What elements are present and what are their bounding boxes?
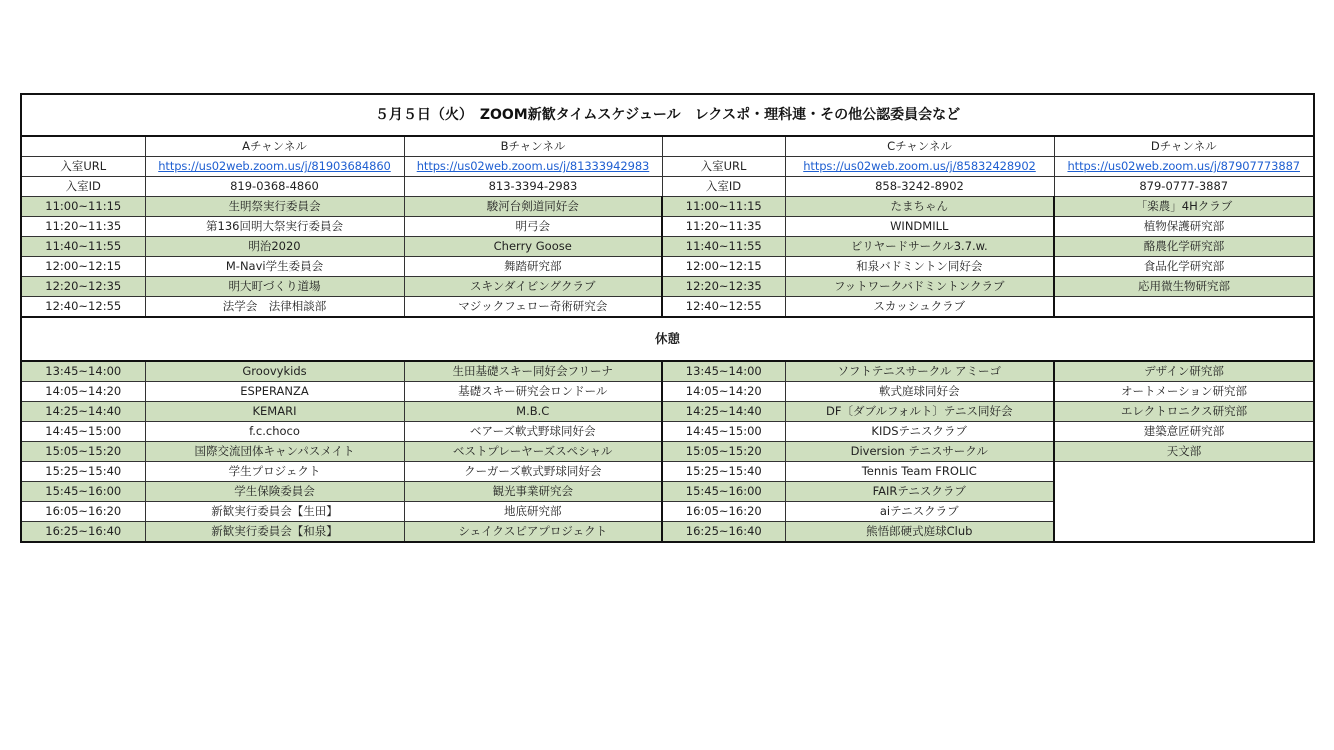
time-slot: 16:25~16:40 [662, 522, 785, 543]
schedule-row [21, 237, 1314, 257]
header-blank [662, 136, 785, 157]
channel-a-group: 法学会 法律相談部 [145, 297, 404, 318]
schedule-row [21, 402, 1314, 422]
channel-a-group: f.c.choco [145, 422, 404, 442]
channel-a-group: 国際交流団体キャンパスメイト [145, 442, 404, 462]
empty-slot [1054, 462, 1314, 543]
channel-d-group: 「楽農」4Hクラブ [1054, 197, 1314, 217]
schedule-row [21, 422, 1314, 442]
channel-b-group: 駿河台剣道同好会 [404, 197, 662, 217]
channel-b-group: ベストプレーヤーズスペシャル [404, 442, 662, 462]
channel-b-group: ベアーズ軟式野球同好会 [404, 422, 662, 442]
time-slot: 14:45~15:00 [21, 422, 145, 442]
schedule-row [21, 442, 1314, 462]
schedule-row [21, 462, 1314, 482]
time-slot: 12:20~12:35 [662, 277, 785, 297]
channel-c-group: 軟式庭球同好会 [785, 382, 1054, 402]
time-slot: 13:45~14:00 [21, 361, 145, 382]
id-label: 入室ID [21, 177, 145, 197]
time-slot: 12:00~12:15 [21, 257, 145, 277]
time-slot: 15:45~16:00 [21, 482, 145, 502]
channel-b-group: 明弓会 [404, 217, 662, 237]
channel-b-url-link[interactable]: https://us02web.zoom.us/j/81333942983 [404, 157, 662, 177]
channel-b-group: Cherry Goose [404, 237, 662, 257]
time-slot: 15:05~15:20 [21, 442, 145, 462]
channel-b-group: シェイクスピアプロジェクト [404, 522, 662, 543]
channel-b-group: 舞踏研究部 [404, 257, 662, 277]
schedule-row [21, 217, 1314, 237]
channel-b-group: 生田基礎スキー同好会フリーナ [404, 361, 662, 382]
channel-a-group: ESPERANZA [145, 382, 404, 402]
channel-c-group: WINDMILL [785, 217, 1054, 237]
channel-a-group: M-Navi学生委員会 [145, 257, 404, 277]
time-slot: 14:25~14:40 [662, 402, 785, 422]
channel-d-id: 879-0777-3887 [1054, 177, 1314, 197]
schedule-row [21, 297, 1314, 318]
channel-c-group: 熊悟郎硬式庭球Club [785, 522, 1054, 543]
time-slot: 12:20~12:35 [21, 277, 145, 297]
channel-c-id: 858-3242-8902 [785, 177, 1054, 197]
break-label: 休憩 [21, 317, 1314, 361]
channel-b-id: 813-3394-2983 [404, 177, 662, 197]
channel-b-group: M.B.C [404, 402, 662, 422]
time-slot: 11:20~11:35 [21, 217, 145, 237]
channel-d-group: 建築意匠研究部 [1054, 422, 1314, 442]
time-slot: 11:40~11:55 [662, 237, 785, 257]
schedule-row [21, 361, 1314, 382]
channel-d-group: エレクトロニクス研究部 [1054, 402, 1314, 422]
channel-d-group: 植物保護研究部 [1054, 217, 1314, 237]
channel-c-group: ソフトテニスサークル アミーゴ [785, 361, 1054, 382]
page-title: ５月５日（火） ZOOM新歓タイムスケジュール レクスポ・理科連・その他公認委員会など [21, 94, 1314, 136]
channel-d-group: 応用微生物研究部 [1054, 277, 1314, 297]
channel-a-group: 新歓実行委員会【生田】 [145, 502, 404, 522]
time-slot: 11:20~11:35 [662, 217, 785, 237]
time-slot: 11:00~11:15 [662, 197, 785, 217]
empty-slot [1054, 297, 1314, 318]
time-slot: 16:05~16:20 [662, 502, 785, 522]
channel-c-group: DF〔ダブルフォルト〕テニス同好会 [785, 402, 1054, 422]
time-slot: 14:45~15:00 [662, 422, 785, 442]
time-slot: 14:05~14:20 [21, 382, 145, 402]
channel-d-group: オートメーション研究部 [1054, 382, 1314, 402]
time-slot: 14:05~14:20 [662, 382, 785, 402]
channel-a-header: Aチャンネル [145, 136, 404, 157]
channel-c-group: aiテニスクラブ [785, 502, 1054, 522]
time-slot: 16:05~16:20 [21, 502, 145, 522]
channel-a-group: 生明祭実行委員会 [145, 197, 404, 217]
channel-d-group: デザイン研究部 [1054, 361, 1314, 382]
channel-c-url-link[interactable]: https://us02web.zoom.us/j/85832428902 [785, 157, 1054, 177]
channel-b-group: 地底研究部 [404, 502, 662, 522]
channel-a-group: 学生保険委員会 [145, 482, 404, 502]
schedule-table [20, 93, 1315, 543]
channel-d-url-link[interactable]: https://us02web.zoom.us/j/87907773887 [1054, 157, 1314, 177]
channel-a-group: KEMARI [145, 402, 404, 422]
break-row [21, 317, 1314, 361]
channel-b-group: マジックフェロー奇術研究会 [404, 297, 662, 318]
channel-b-group: スキンダイビングクラブ [404, 277, 662, 297]
schedule-row [21, 257, 1314, 277]
schedule-row [21, 382, 1314, 402]
channel-d-group: 天文部 [1054, 442, 1314, 462]
channel-a-group: 明大町づくり道場 [145, 277, 404, 297]
time-slot: 12:00~12:15 [662, 257, 785, 277]
channel-c-group: スカッシュクラブ [785, 297, 1054, 318]
channel-b-header: Bチャンネル [404, 136, 662, 157]
channel-d-group: 酪農化学研究部 [1054, 237, 1314, 257]
channel-a-id: 819-0368-4860 [145, 177, 404, 197]
channel-c-group: KIDSテニスクラブ [785, 422, 1054, 442]
time-slot: 15:25~15:40 [662, 462, 785, 482]
time-slot: 12:40~12:55 [21, 297, 145, 318]
id-row [21, 177, 1314, 197]
channel-b-group: 基礎スキー研究会ロンドール [404, 382, 662, 402]
schedule-row [21, 197, 1314, 217]
time-slot: 12:40~12:55 [662, 297, 785, 318]
channel-a-group: 学生プロジェクト [145, 462, 404, 482]
channel-d-group: 食品化学研究部 [1054, 257, 1314, 277]
time-slot: 16:25~16:40 [21, 522, 145, 543]
channel-a-group: 第136回明大祭実行委員会 [145, 217, 404, 237]
channel-c-group: ビリヤードサークル3.7.w. [785, 237, 1054, 257]
time-slot: 13:45~14:00 [662, 361, 785, 382]
id-label: 入室ID [662, 177, 785, 197]
url-row [21, 157, 1314, 177]
time-slot: 15:45~16:00 [662, 482, 785, 502]
channel-c-group: Diversion テニスサークル [785, 442, 1054, 462]
channel-a-group: 明治2020 [145, 237, 404, 257]
channel-c-group: フットワークバドミントンクラブ [785, 277, 1054, 297]
channel-b-group: クーガーズ軟式野球同好会 [404, 462, 662, 482]
time-slot: 11:00~11:15 [21, 197, 145, 217]
channel-a-group: 新歓実行委員会【和泉】 [145, 522, 404, 543]
time-slot: 11:40~11:55 [21, 237, 145, 257]
url-label: 入室URL [662, 157, 785, 177]
time-slot: 14:25~14:40 [21, 402, 145, 422]
channel-c-group: Tennis Team FROLIC [785, 462, 1054, 482]
time-slot: 15:05~15:20 [662, 442, 785, 462]
url-label: 入室URL [21, 157, 145, 177]
channel-c-group: FAIRテニスクラブ [785, 482, 1054, 502]
time-slot: 15:25~15:40 [21, 462, 145, 482]
channel-c-group: 和泉バドミントン同好会 [785, 257, 1054, 277]
channel-header-row [21, 136, 1314, 157]
channel-a-url-link[interactable]: https://us02web.zoom.us/j/81903684860 [145, 157, 404, 177]
channel-d-header: Dチャンネル [1054, 136, 1314, 157]
header-blank [21, 136, 145, 157]
channel-c-group: たまちゃん [785, 197, 1054, 217]
channel-a-group: Groovykids [145, 361, 404, 382]
channel-c-header: Cチャンネル [785, 136, 1054, 157]
schedule-row [21, 277, 1314, 297]
channel-b-group: 観光事業研究会 [404, 482, 662, 502]
